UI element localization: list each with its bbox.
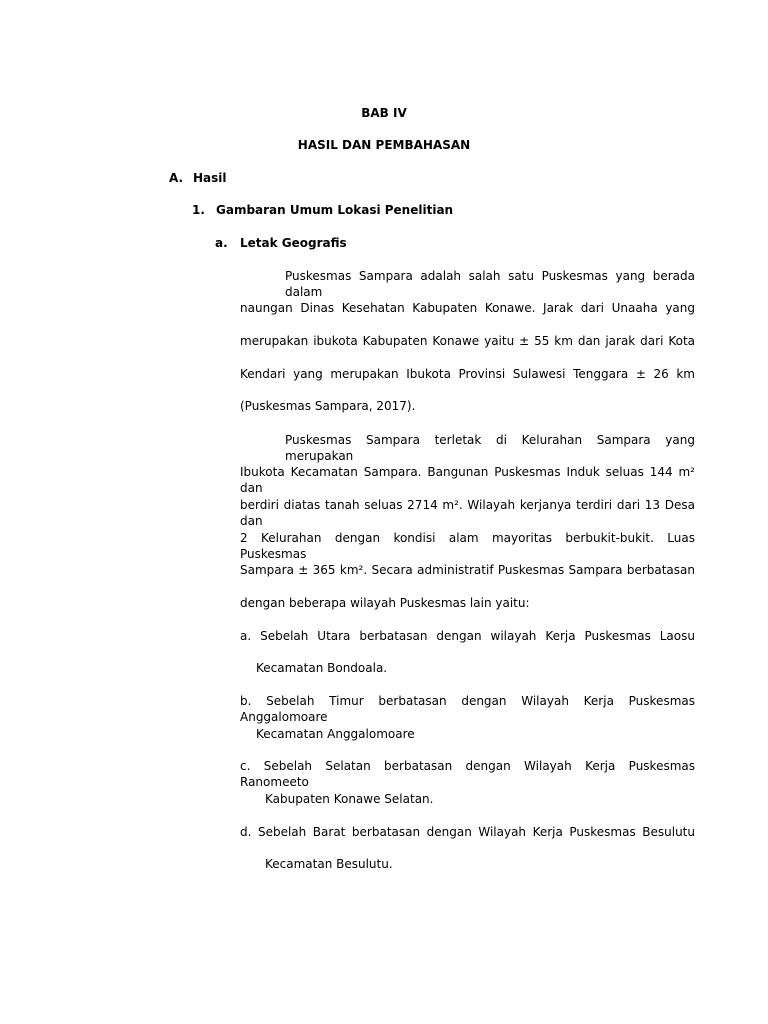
boundary-item-north: a. Sebelah Utara berbatasan dengan wilayah Kerja Puskesmas Laosu xyxy=(240,629,695,643)
paragraph-1-line: merupakan ibukota Kabupaten Konawe yaitu ± 55 km dan jarak dari Kota xyxy=(240,334,695,348)
boundary-item-south: c. Sebelah Selatan berbatasan dengan Wilayah Kerja Puskesmas Ranomeeto xyxy=(240,759,695,789)
subsubsection-a-marker: a. xyxy=(215,236,228,250)
paragraph-2-line: Puskesmas Sampara terletak di Kelurahan Sampara yang merupakan xyxy=(285,433,695,463)
subsection-1-title: Gambaran Umum Lokasi Penelitian xyxy=(216,203,454,217)
paragraph-1-line: Puskesmas Sampara adalah salah satu Puskesmas yang berada dalam xyxy=(285,269,695,299)
chapter-number: BAB IV xyxy=(361,106,407,120)
boundary-item-north-continuation: Kecamatan Bondoala. xyxy=(256,661,388,675)
paragraph-2-line: Sampara ± 365 km². Secara administratif Puskesmas Sampara berbatasan xyxy=(240,563,695,577)
subsection-1-marker: 1. xyxy=(192,203,205,217)
paragraph-2-line: Ibukota Kecamatan Sampara. Bangunan Puskesmas Induk seluas 144 m² dan xyxy=(240,465,695,495)
boundary-item-east: b. Sebelah Timur berbatasan dengan Wilayah Kerja Puskesmas Anggalomoare xyxy=(240,694,695,724)
chapter-title: HASIL DAN PEMBAHASAN xyxy=(297,138,471,152)
paragraph-2-line: berdiri diatas tanah seluas 2714 m². Wilayah kerjanya terdiri dari 13 Desa dan xyxy=(240,498,695,528)
paragraph-1-line: Kendari yang merupakan Ibukota Provinsi Sulawesi Tenggara ± 26 km xyxy=(240,367,695,381)
subsubsection-a-title: Letak Geografis xyxy=(240,236,347,250)
section-a-title: Hasil xyxy=(193,171,227,185)
boundary-item-south-continuation: Kabupaten Konawe Selatan. xyxy=(265,792,434,806)
boundary-item-west-continuation: Kecamatan Besulutu. xyxy=(265,857,393,871)
paragraph-1-line: (Puskesmas Sampara, 2017). xyxy=(240,399,416,413)
paragraph-2-line: dengan beberapa wilayah Puskesmas lain yaitu: xyxy=(240,596,530,610)
paragraph-2-line: 2 Kelurahan dengan kondisi alam mayoritas berbukit-bukit. Luas Puskesmas xyxy=(240,531,695,561)
boundary-item-east-continuation: Kecamatan Anggalomoare xyxy=(256,727,415,741)
section-a-marker: A. xyxy=(169,171,184,185)
paragraph-1-line: naungan Dinas Kesehatan Kabupaten Konawe. Jarak dari Unaaha yang xyxy=(240,301,695,315)
boundary-item-west: d. Sebelah Barat berbatasan dengan Wilayah Kerja Puskesmas Besulutu xyxy=(240,825,695,839)
